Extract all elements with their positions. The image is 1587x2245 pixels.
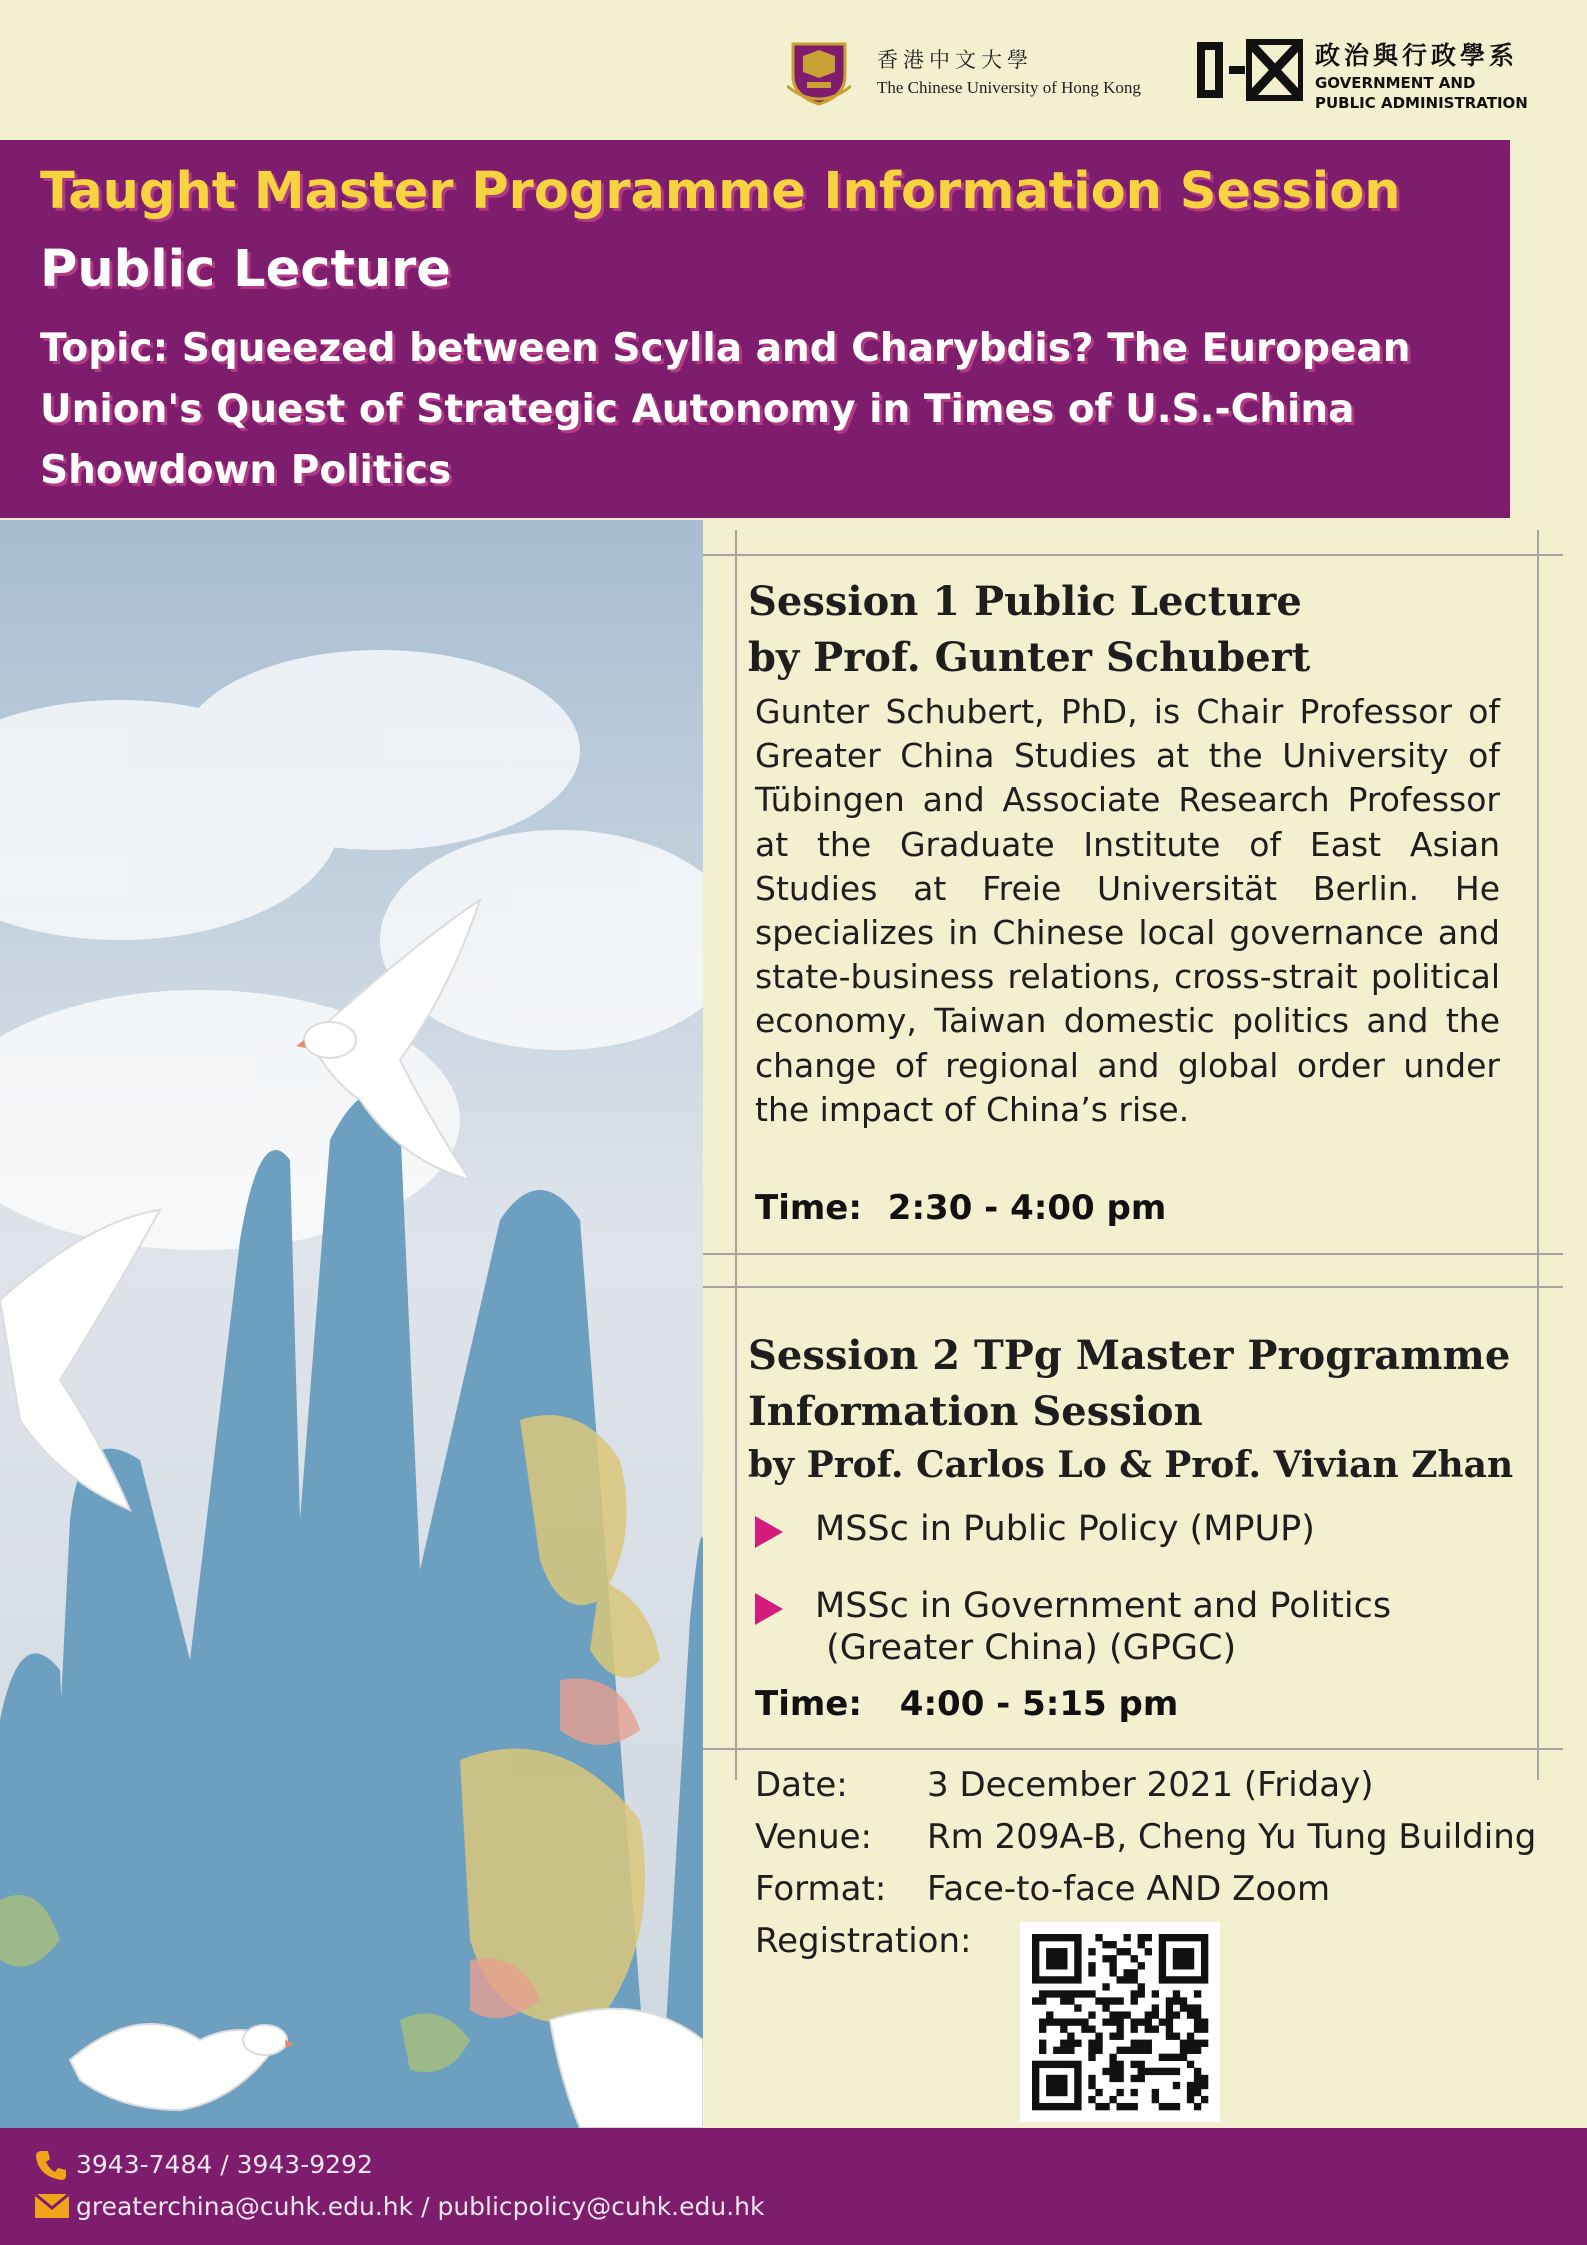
cuhk-crest-icon — [787, 38, 851, 108]
triangle-bullet-icon — [755, 1516, 783, 1548]
lecture-topic: Topic: Squeezed between Scylla and Charybdis? The European Union's Quest of Strategic Autonomy in Times of U.S.-China Showdown Politics — [40, 326, 1411, 493]
programme-name-line1: MSSc in Government and Politics — [815, 1586, 1392, 1626]
hero-illustration — [0, 520, 703, 2128]
session2-speakers: by Prof. Carlos Lo & Prof. Vivian Zhan — [748, 1444, 1514, 1486]
registration-label: Registration: — [755, 1921, 972, 1961]
session1-time-label: Time: — [755, 1188, 862, 1228]
programme-name-line2: (Greater China) (GPGC) — [815, 1628, 1237, 1668]
format-label: Format: — [755, 1869, 887, 1909]
triangle-bullet-icon — [755, 1593, 783, 1625]
programme-name — [815, 1585, 1391, 1669]
contact-footer — [0, 2128, 1587, 2245]
session2-time-label: Time: — [755, 1684, 862, 1724]
cuhk-name — [877, 44, 1141, 98]
gpa-logo-icon — [1195, 38, 1303, 102]
cuhk-chinese-name: 香港中文大學 — [877, 48, 1033, 72]
date-value: 3 December 2021 (Friday) — [927, 1765, 1374, 1805]
department-english-line1: GOVERNMENT AND — [1315, 74, 1476, 92]
email-addresses: greaterchina@cuhk.edu.hk / publicpolicy@cuhk.edu.hk — [76, 2192, 765, 2221]
grid-line — [703, 1748, 1563, 1750]
grid-line — [1537, 530, 1539, 1780]
grid-line — [735, 530, 737, 1780]
department-name — [1315, 36, 1528, 112]
session1-speaker: by Prof. Gunter Schubert — [748, 634, 1311, 681]
phone-numbers: 3943-7484 / 3943-9292 — [76, 2150, 373, 2179]
grid-line — [703, 1253, 1563, 1255]
session2-time-value: 4:00 - 5:15 pm — [899, 1684, 1179, 1724]
session1-title: Session 1 Public Lecture — [748, 578, 1302, 625]
qr-code-graphic — [1020, 1922, 1220, 2122]
department-english-line2: PUBLIC ADMINISTRATION — [1315, 94, 1528, 112]
session2-time — [755, 1684, 1178, 1724]
session2-title-line2: Information Session — [748, 1388, 1203, 1435]
session1-time-value: 2:30 - 4:00 pm — [887, 1188, 1167, 1228]
date-label: Date: — [755, 1765, 848, 1805]
event-subtitle: Public Lecture — [40, 240, 451, 299]
venue-label: Venue: — [755, 1817, 873, 1857]
title-banner — [0, 140, 1510, 518]
department-chinese-name: 政治與行政學系 — [1315, 41, 1519, 70]
grid-line — [703, 1286, 1563, 1288]
phone-icon — [34, 2148, 68, 2182]
header-logos — [787, 30, 1567, 110]
format-value: Face-to-face AND Zoom — [927, 1869, 1331, 1909]
email-icon — [34, 2190, 70, 2220]
event-title: Taught Master Programme Information Session — [40, 162, 1401, 221]
speaker-bio: Gunter Schubert, PhD, is Chair Professor of Greater China Studies at the University of Tübingen and Associate Research Professor at the Graduate Institute of East Asian Studies at Freie Universität Berlin. He specializes in Chinese local governance and state-business relations, cross-strait political economy, Taiwan domestic politics and the change of regional and global order under the impact of China’s rise. — [755, 692, 1500, 1129]
session2-title: Session 2 TPg Master Programme — [748, 1332, 1511, 1379]
qr-code[interactable] — [1020, 1922, 1220, 2122]
cuhk-english-name: The Chinese University of Hong Kong — [877, 78, 1141, 97]
programme-name: MSSc in Public Policy (MPUP) — [815, 1509, 1315, 1549]
venue-value: Rm 209A-B, Cheng Yu Tung Building — [927, 1817, 1537, 1857]
grid-line — [703, 554, 1563, 556]
session1-time — [755, 1188, 1166, 1228]
